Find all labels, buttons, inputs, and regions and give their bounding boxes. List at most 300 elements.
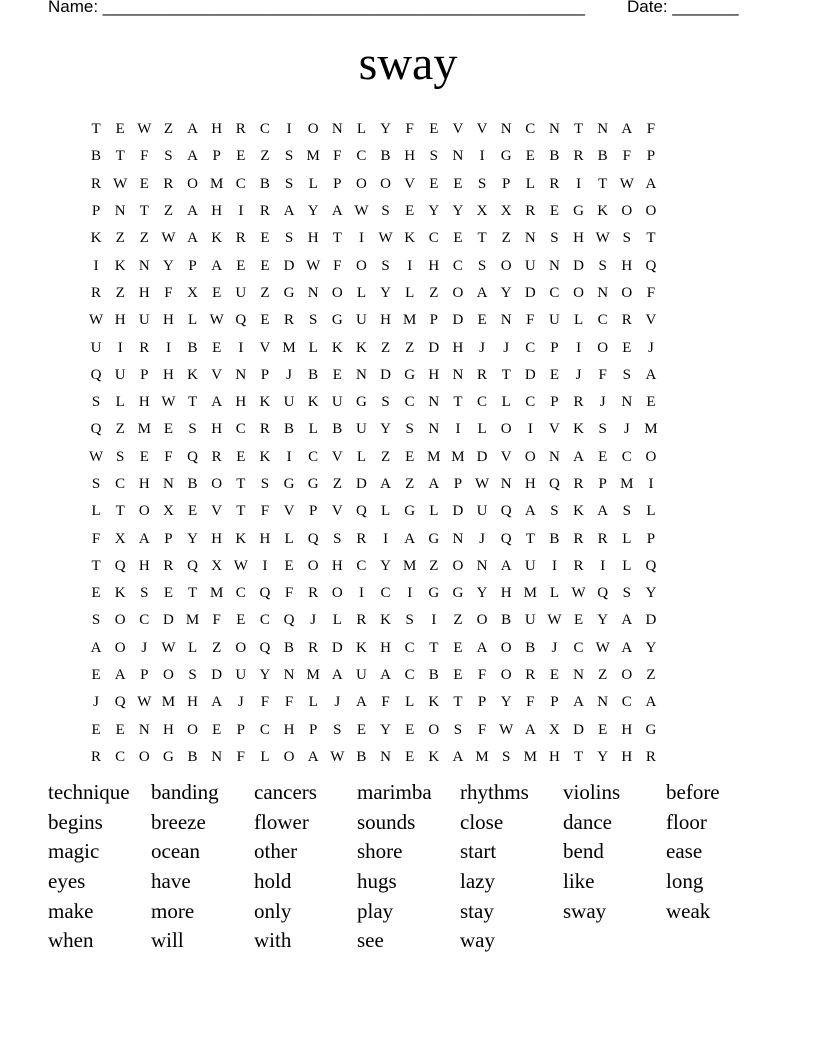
grid-letter: P — [333, 175, 342, 192]
grid-letter: K — [573, 503, 584, 520]
grid-letter: F — [284, 694, 294, 711]
grid-letter: S — [284, 148, 294, 165]
grid-row — [84, 607, 663, 634]
grid-letter: D — [476, 448, 488, 465]
grid-letter: K — [114, 257, 126, 274]
grid-letter: R — [573, 148, 584, 165]
grid-letter: L — [549, 585, 560, 602]
grid-letter: R — [163, 175, 174, 192]
grid-letter: E — [549, 203, 560, 220]
grid-letter: M — [620, 476, 634, 492]
grid-letter: D — [573, 257, 584, 274]
grid-letter: P — [550, 394, 559, 411]
grid-letter: C — [235, 421, 246, 438]
grid-letter: M — [403, 312, 417, 329]
word-bank-item: marimba — [357, 780, 432, 804]
grid-letter: E — [549, 667, 560, 684]
grid-letter: L — [405, 284, 415, 301]
word-bank-item: bend — [563, 839, 604, 864]
grid-letter: Z — [501, 230, 511, 247]
grid-letter: Y — [500, 284, 512, 301]
grid-letter: P — [646, 530, 656, 547]
grid-letter: O — [307, 557, 319, 574]
grid-letter: X — [500, 203, 512, 220]
grid-letter: P — [477, 694, 487, 711]
grid-letter: V — [500, 448, 512, 465]
grid-letter: G — [404, 503, 416, 520]
grid-row — [84, 525, 663, 552]
grid-letter: D — [380, 366, 391, 383]
grid-letter: S — [622, 503, 631, 520]
grid-letter: P — [502, 175, 511, 192]
grid-letter: G — [163, 748, 174, 765]
grid-letter: S — [140, 585, 149, 602]
grid-letter: O — [307, 121, 319, 138]
grid-letter: A — [645, 694, 657, 711]
grid-letter: O — [138, 748, 150, 765]
grid-letter: A — [524, 503, 536, 520]
grid-letter: K — [331, 339, 343, 356]
grid-letter: C — [380, 585, 391, 602]
grid-letter: E — [622, 339, 632, 356]
grid-letter: N — [428, 394, 440, 411]
grid-letter: O — [452, 557, 464, 574]
grid-letter: F — [381, 694, 390, 711]
grid-letter: R — [259, 421, 270, 438]
word-bank-item: banding — [151, 780, 219, 804]
grid-letter: E — [549, 366, 560, 383]
grid-letter: N — [452, 530, 464, 547]
grid-letter: H — [114, 312, 126, 329]
grid-letter: W — [595, 230, 610, 247]
grid-letter: C — [139, 612, 150, 629]
grid-letter: E — [405, 448, 415, 465]
grid-letter: T — [573, 121, 584, 138]
grid-letter: A — [621, 121, 633, 138]
grid-letter: Q — [187, 448, 198, 465]
grid-letter: Z — [380, 339, 391, 356]
grid-letter: S — [598, 421, 607, 438]
grid-letter: E — [91, 667, 101, 684]
grid-letter: O — [621, 203, 633, 220]
grid-letter: R — [549, 175, 560, 192]
grid-letter: O — [356, 257, 367, 274]
grid-letter: F — [646, 121, 656, 138]
grid-letter: N — [138, 257, 150, 274]
grid-letter: N — [597, 121, 609, 138]
grid-letter: V — [549, 421, 560, 438]
grid-letter: R — [91, 175, 102, 192]
grid-row — [84, 662, 663, 689]
grid-letter: P — [188, 257, 197, 274]
grid-letter: J — [599, 394, 606, 411]
grid-letter: W — [499, 721, 514, 738]
grid-letter: Z — [260, 148, 270, 165]
grid-letter: F — [333, 148, 342, 165]
grid-letter: W — [88, 312, 104, 329]
grid-letter: C — [259, 612, 270, 629]
grid-letter: A — [524, 721, 536, 738]
grid-letter: A — [331, 667, 343, 684]
word-bank-item: magic — [48, 839, 100, 864]
grid-letter: D — [428, 339, 440, 356]
grid-letter: H — [621, 748, 633, 765]
grid-letter: S — [188, 667, 197, 684]
grid-letter: R — [259, 203, 270, 220]
grid-letter: P — [140, 667, 149, 684]
grid-letter: Z — [405, 476, 415, 492]
grid-letter: B — [332, 421, 343, 438]
grid-letter: N — [428, 421, 440, 438]
grid-letter: O — [428, 721, 440, 738]
word-bank-item: technique — [48, 780, 130, 804]
grid-letter: F — [140, 148, 149, 165]
grid-letter: E — [453, 175, 463, 192]
grid-letter: N — [452, 148, 464, 165]
grid-letter: B — [284, 421, 295, 438]
grid-letter: J — [479, 530, 485, 547]
grid-letter: H — [380, 639, 391, 656]
grid-letter: E — [429, 175, 439, 192]
grid-letter: I — [479, 148, 485, 165]
grid-letter: L — [525, 175, 535, 192]
name-field-label: Name: ___________________________________________________ — [48, 0, 585, 16]
word-bank-item: play — [357, 898, 394, 923]
grid-letter: C — [235, 175, 246, 192]
grid-letter: C — [525, 339, 536, 356]
grid-letter: Q — [235, 312, 247, 329]
grid-letter: A — [356, 694, 367, 711]
grid-letter: S — [381, 394, 390, 411]
grid-letter: E — [453, 639, 463, 656]
grid-letter: N — [549, 121, 560, 138]
grid-letter: B — [597, 148, 608, 165]
grid-letter: E — [405, 721, 415, 738]
word-bank-item: dance — [563, 809, 612, 834]
grid-letter: A — [476, 639, 488, 656]
grid-letter: D — [452, 503, 464, 520]
grid-letter: Z — [332, 476, 342, 492]
grid-letter: I — [576, 175, 582, 192]
grid-letter: C — [573, 639, 584, 656]
grid-letter: F — [212, 612, 221, 629]
grid-letter: G — [500, 148, 512, 165]
grid-letter: Z — [598, 667, 608, 684]
grid-letter: Y — [597, 612, 609, 629]
grid-letter: H — [428, 257, 440, 274]
grid-letter: H — [380, 312, 391, 329]
grid-letter: R — [356, 612, 367, 629]
grid-letter: M — [137, 421, 151, 438]
grid-letter: Z — [429, 557, 439, 574]
grid-letter: Y — [645, 639, 657, 656]
grid-letter: K — [428, 748, 440, 765]
grid-letter: Q — [307, 530, 319, 547]
grid-letter: M — [644, 421, 658, 438]
word-bank-item: more — [151, 898, 195, 923]
grid-letter: S — [550, 230, 559, 247]
grid-letter: R — [308, 639, 319, 656]
grid-letter: A — [573, 694, 584, 711]
grid-letter: S — [405, 612, 414, 629]
grid-letter: B — [549, 148, 560, 165]
grid-letter: I — [117, 339, 123, 356]
grid-letter: O — [621, 284, 633, 301]
grid-letter: T — [236, 503, 246, 520]
grid-letter: E — [212, 339, 222, 356]
grid-letter: B — [259, 175, 270, 192]
grid-letter: A — [211, 394, 223, 411]
grid-letter: N — [356, 366, 367, 383]
grid-letter: S — [622, 230, 631, 247]
grid-letter: L — [573, 312, 584, 329]
grid-letter: F — [477, 721, 487, 738]
grid-letter: G — [404, 366, 416, 383]
grid-letter: N — [163, 476, 174, 492]
grid-letter: T — [453, 694, 463, 711]
grid-letter: C — [621, 448, 632, 465]
date-field-label: Date: _______ — [627, 0, 739, 16]
grid-letter: T — [115, 503, 125, 520]
grid-letter: I — [262, 557, 268, 574]
grid-letter: H — [138, 284, 150, 301]
grid-letter: H — [259, 530, 271, 547]
grid-letter: R — [477, 366, 488, 383]
grid-letter: O — [645, 448, 657, 465]
grid-letter: A — [187, 121, 198, 138]
grid-letter: Y — [645, 585, 657, 602]
grid-letter: Z — [163, 121, 174, 138]
grid-letter: Q — [259, 585, 271, 602]
grid-letter: H — [211, 203, 223, 220]
grid-letter: F — [646, 284, 656, 301]
grid-letter: L — [622, 530, 632, 547]
grid-letter: F — [164, 448, 173, 465]
grid-letter: U — [476, 503, 488, 520]
grid-letter: N — [114, 203, 126, 220]
grid-letter: E — [477, 312, 487, 329]
grid-letter: B — [284, 639, 295, 656]
grid-letter: O — [573, 284, 584, 301]
grid-letter: Z — [115, 284, 125, 301]
word-bank-item: will — [151, 928, 184, 953]
grid-letter: H — [404, 148, 416, 165]
grid-letter: K — [356, 339, 367, 356]
grid-letter: K — [235, 530, 247, 547]
grid-letter: I — [165, 339, 171, 356]
grid-letter: S — [429, 148, 438, 165]
grid-letter: N — [500, 312, 512, 329]
grid-letter: N — [452, 366, 464, 383]
grid-letter: W — [330, 748, 345, 765]
grid-letter: B — [187, 339, 198, 356]
grid-letter: X — [163, 503, 174, 520]
grid-letter: J — [334, 694, 341, 711]
grid-letter: M — [306, 667, 320, 684]
grid-letter: A — [211, 694, 223, 711]
word-bank-item: cancers — [254, 780, 317, 804]
grid-letter: L — [187, 639, 198, 656]
word-bank-item: ocean — [151, 839, 200, 864]
grid-letter: C — [597, 312, 608, 329]
grid-letter: U — [235, 667, 247, 684]
grid-letter: L — [260, 748, 270, 765]
grid-letter: C — [356, 557, 367, 574]
grid-letter: Y — [163, 257, 174, 274]
grid-letter: G — [428, 585, 440, 602]
grid-letter: N — [235, 366, 247, 383]
grid-letter: N — [476, 557, 488, 574]
grid-letter: N — [524, 230, 536, 247]
grid-letter: T — [115, 148, 125, 165]
grid-letter: A — [645, 366, 657, 383]
grid-letter: C — [621, 694, 632, 711]
grid-letter: A — [621, 612, 633, 629]
grid-letter: P — [598, 476, 607, 492]
grid-letter: I — [238, 339, 244, 356]
word-bank-item: floor — [666, 809, 707, 834]
grid-letter: U — [235, 284, 247, 301]
grid-letter: S — [260, 476, 270, 492]
grid-letter: O — [621, 667, 633, 684]
grid-letter: N — [549, 257, 560, 274]
grid-letter: M — [523, 585, 537, 602]
grid-letter: I — [358, 230, 364, 247]
grid-letter: P — [212, 148, 221, 165]
grid-letter: Z — [380, 448, 391, 465]
grid-letter: V — [331, 448, 343, 465]
grid-letter: A — [404, 530, 416, 547]
grid-letter: L — [356, 121, 367, 138]
grid-letter: K — [211, 230, 223, 247]
grid-letter: V — [645, 312, 657, 329]
word-bank-item: stay — [460, 898, 494, 923]
grid-letter: Y — [187, 530, 198, 547]
grid-letter: U — [90, 339, 102, 356]
grid-letter: B — [428, 667, 439, 684]
grid-row — [84, 471, 663, 498]
grid-letter: Y — [476, 585, 488, 602]
grid-letter: O — [283, 748, 295, 765]
grid-letter: F — [526, 694, 535, 711]
grid-letter: P — [260, 366, 270, 383]
grid-letter: U — [524, 257, 536, 274]
grid-letter: D — [163, 612, 174, 629]
grid-letter: G — [307, 476, 319, 492]
grid-letter: E — [139, 175, 149, 192]
word-bank-item: hugs — [357, 869, 397, 894]
grid-letter: R — [645, 748, 656, 765]
grid-letter: D — [356, 476, 367, 492]
grid-letter: L — [284, 530, 294, 547]
grid-letter: G — [331, 312, 343, 329]
grid-letter: O — [187, 175, 198, 192]
grid-letter: S — [381, 203, 390, 220]
grid-letter: T — [236, 476, 246, 492]
grid-letter: L — [622, 557, 632, 574]
grid-letter: T — [477, 230, 487, 247]
grid-letter: Y — [597, 748, 609, 765]
grid-letter: H — [235, 394, 247, 411]
grid-letter: M — [427, 448, 441, 465]
grid-letter: Q — [259, 639, 271, 656]
grid-letter: S — [333, 530, 342, 547]
grid-letter: H — [211, 530, 223, 547]
grid-letter: F — [164, 284, 173, 301]
grid-letter: Z — [646, 667, 656, 684]
grid-row — [84, 334, 663, 361]
grid-letter: J — [503, 339, 510, 356]
grid-letter: X — [549, 721, 560, 738]
grid-letter: F — [526, 312, 535, 329]
grid-letter: J — [479, 339, 485, 356]
grid-letter: H — [283, 721, 295, 738]
grid-letter: H — [163, 312, 174, 329]
grid-letter: L — [356, 448, 367, 465]
grid-letter: X — [211, 557, 223, 574]
word-bank-item: see — [357, 928, 384, 953]
grid-letter: F — [284, 585, 294, 602]
grid-letter: M — [306, 148, 320, 165]
grid-letter: C — [404, 667, 415, 684]
grid-letter: M — [282, 339, 296, 356]
grid-letter: S — [502, 748, 511, 765]
word-bank-item: shore — [357, 839, 403, 864]
grid-letter: H — [138, 557, 150, 574]
grid-letter: V — [331, 503, 343, 520]
grid-letter: A — [90, 639, 102, 656]
grid-letter: Q — [645, 557, 657, 574]
grid-letter: U — [283, 394, 295, 411]
grid-letter: T — [91, 121, 101, 138]
grid-row — [84, 362, 663, 389]
grid-row — [84, 389, 663, 416]
grid-letter: U — [524, 612, 536, 629]
grid-letter: N — [283, 667, 295, 684]
grid-letter: E — [646, 394, 656, 411]
grid-letter: K — [187, 366, 198, 383]
grid-letter: H — [211, 121, 223, 138]
grid-row — [84, 143, 663, 170]
grid-letter: O — [380, 175, 391, 192]
grid-letter: A — [597, 503, 609, 520]
grid-letter: Y — [380, 421, 391, 438]
grid-letter: Y — [380, 557, 391, 574]
grid-letter: H — [524, 476, 536, 492]
grid-letter: E — [260, 230, 270, 247]
grid-letter: Z — [260, 284, 270, 301]
grid-letter: E — [260, 257, 270, 274]
grid-letter: B — [549, 530, 560, 547]
grid-letter: R — [573, 530, 584, 547]
grid-letter: R — [308, 585, 319, 602]
grid-letter: R — [91, 284, 102, 301]
grid-letter: X — [187, 284, 198, 301]
grid-letter: S — [598, 257, 607, 274]
grid-row — [84, 198, 663, 225]
grid-letter: E — [405, 748, 415, 765]
grid-letter: W — [619, 175, 634, 192]
grid-row — [84, 307, 663, 334]
grid-letter: F — [598, 366, 607, 383]
grid-letter: V — [283, 503, 295, 520]
grid-letter: T — [501, 366, 511, 383]
grid-letter: P — [646, 148, 656, 165]
grid-letter: H — [573, 230, 584, 247]
grid-letter: P — [309, 721, 318, 738]
word-bank-item: long — [666, 869, 704, 894]
grid-letter: H — [163, 366, 174, 383]
